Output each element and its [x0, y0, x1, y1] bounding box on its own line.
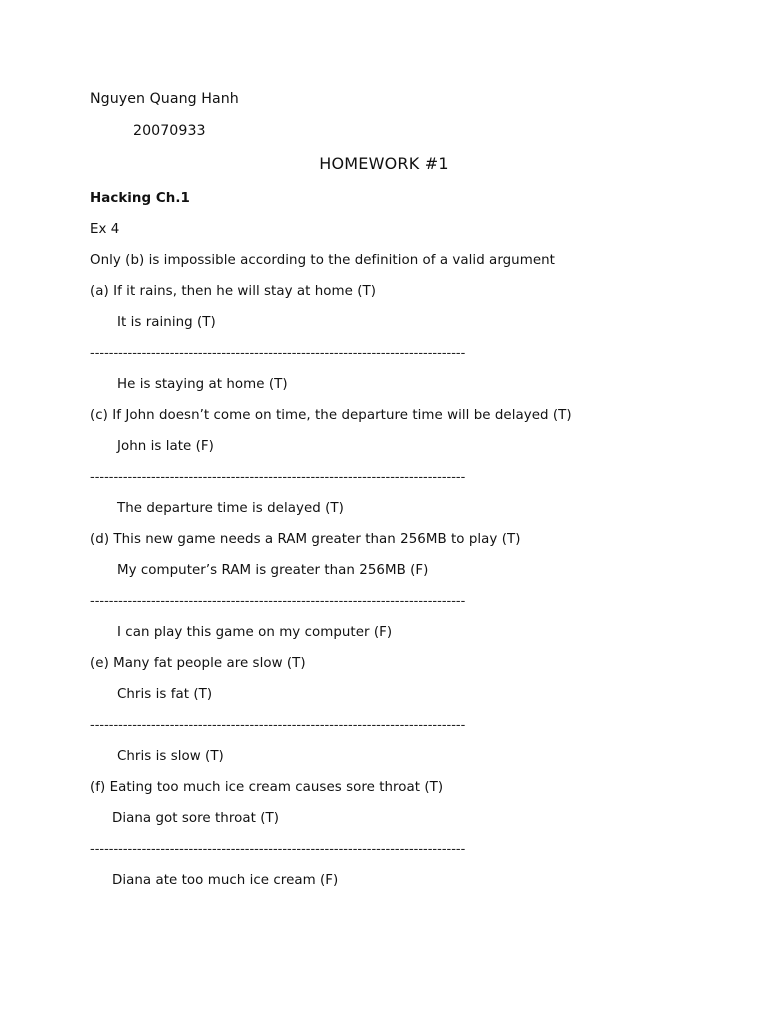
argument-e-premise-2: Chris is fat (T) [117, 687, 213, 702]
argument-c-conclusion: The departure time is delayed (T) [117, 501, 344, 516]
argument-f-conclusion: Diana ate too much ice cream (F) [112, 873, 339, 888]
argument-a-separator: -------------------------------------------------------------------------------- [90, 346, 466, 361]
argument-d-premise-2: My computer’s RAM is greater than 256MB (F) [117, 563, 429, 578]
argument-a-conclusion: He is staying at home (T) [117, 377, 288, 392]
argument-d-separator: -------------------------------------------------------------------------------- [90, 594, 466, 609]
argument-e-separator: -------------------------------------------------------------------------------- [90, 718, 466, 733]
argument-f-premise-1: (f) Eating too much ice cream causes sore throat (T) [90, 780, 444, 795]
argument-a-premise-1: (a) If it rains, then he will stay at home (T) [90, 284, 377, 299]
argument-c-separator: -------------------------------------------------------------------------------- [90, 470, 466, 485]
intro-text: Only (b) is impossible according to the definition of a valid argument [90, 253, 555, 268]
argument-a-premise-2: It is raining (T) [117, 315, 216, 330]
argument-c-premise-2: John is late (F) [117, 439, 214, 454]
argument-c-premise-1: (c) If John doesn’t come on time, the departure time will be delayed (T) [90, 408, 572, 423]
argument-e-conclusion: Chris is slow (T) [117, 749, 224, 764]
student-id: 20070933 [133, 123, 206, 139]
argument-d-premise-1: (d) This new game needs a RAM greater than 256MB to play (T) [90, 532, 521, 547]
document-title: HOMEWORK #1 [319, 154, 449, 173]
author-name: Nguyen Quang Hanh [90, 91, 239, 107]
argument-f-premise-2: Diana got sore throat (T) [112, 811, 279, 826]
argument-f-separator: -------------------------------------------------------------------------------- [90, 842, 466, 857]
section-heading: Hacking Ch.1 [90, 191, 190, 206]
exercise-label: Ex 4 [90, 222, 120, 237]
argument-d-conclusion: I can play this game on my computer (F) [117, 625, 393, 640]
argument-e-premise-1: (e) Many fat people are slow (T) [90, 656, 306, 671]
